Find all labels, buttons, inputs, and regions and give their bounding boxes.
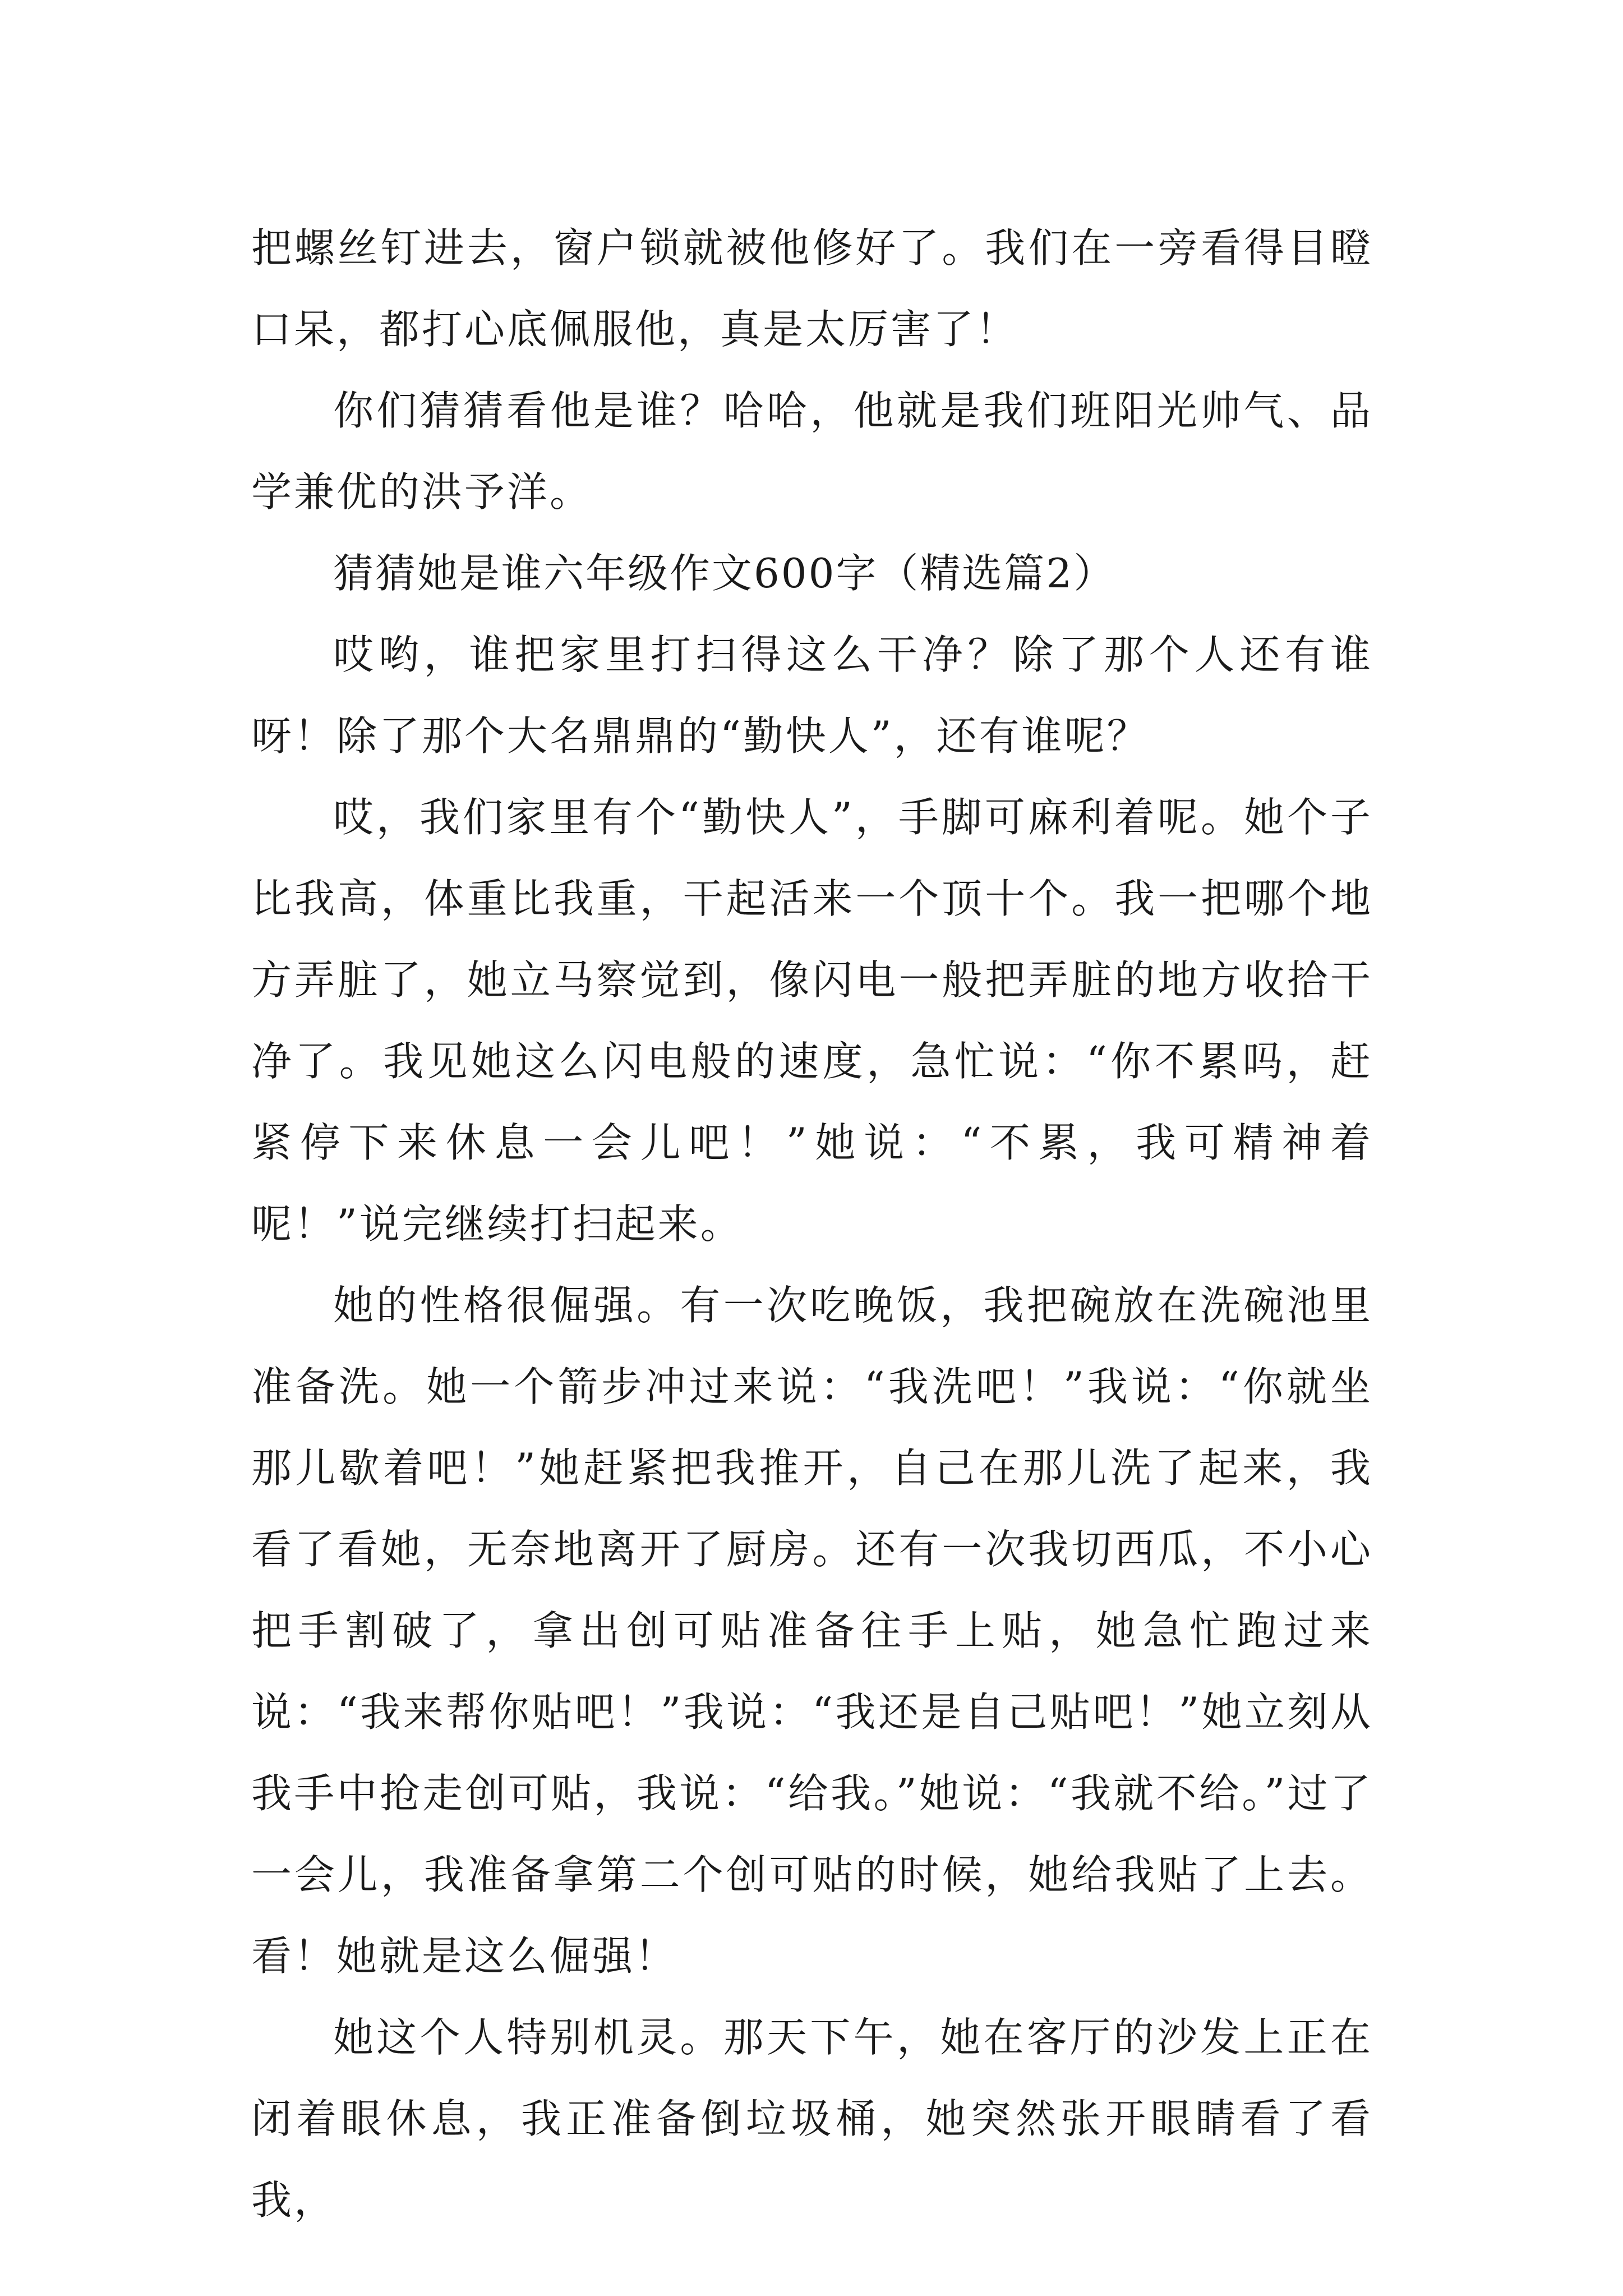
paragraph-continuation: 把螺丝钉进去，窗户锁就被他修好了。我们在一旁看得目瞪口呆，都打心底佩服他，真是太厉害了！ <box>251 224 1373 353</box>
paragraph-clever: 她这个人特别机灵。那天下午，她在客厅的沙发上正在闭着眼休息，我正准备倒垃圾桶，她突然张开眼睛看了看我， <box>251 2014 1373 2224</box>
section-heading: 猜猜她是谁六年级作文600字（精选篇2） <box>333 550 1116 597</box>
paragraph-diligent: 哎，我们家里有个“勤快人”，手脚可麻利着呢。她个子比我高，体重比我重，干起活来一个顶十个。我一把哪个地方弄脏了，她立马察觉到，像闪电一般把弄脏的地方收拾干净了。我见她这么闪电般的速度，急忙说：“你不累吗，赶紧停下来休息一会儿吧！”她说：“不累，我可精神着呢！”说完继续打扫起来。 <box>251 794 1373 1248</box>
paragraph-reveal: 你们猜猜看他是谁？哈哈，他就是我们班阳光帅气、品学兼优的洪予洋。 <box>251 387 1373 516</box>
body-text <box>251 208 1373 2241</box>
paragraph-intro: 哎哟，谁把家里打扫得这么干净？除了那个人还有谁呀！除了那个大名鼎鼎的“勤快人”，还有谁呢？ <box>251 631 1373 760</box>
paragraph-stubborn: 她的性格很倔强。有一次吃晚饭，我把碗放在洗碗池里准备洗。她一个箭步冲过来说：“我洗吧！”我说：“你就坐那儿歇着吧！”她赶紧把我推开，自己在那儿洗了起来，我看了看她，无奈地离开了厨房。还有一次我切西瓜，不小心把手割破了，拿出创可贴准备往手上贴，她急忙跑过来说：“我来帮你贴吧！”我说：“我还是自己贴吧！”她立刻从我手中抢走创可贴，我说：“给我。”她说：“我就不给。”过了一会儿，我准备拿第二个创可贴的时候，她给我贴了上去。看！她就是这么倔强！ <box>251 1282 1373 1980</box>
